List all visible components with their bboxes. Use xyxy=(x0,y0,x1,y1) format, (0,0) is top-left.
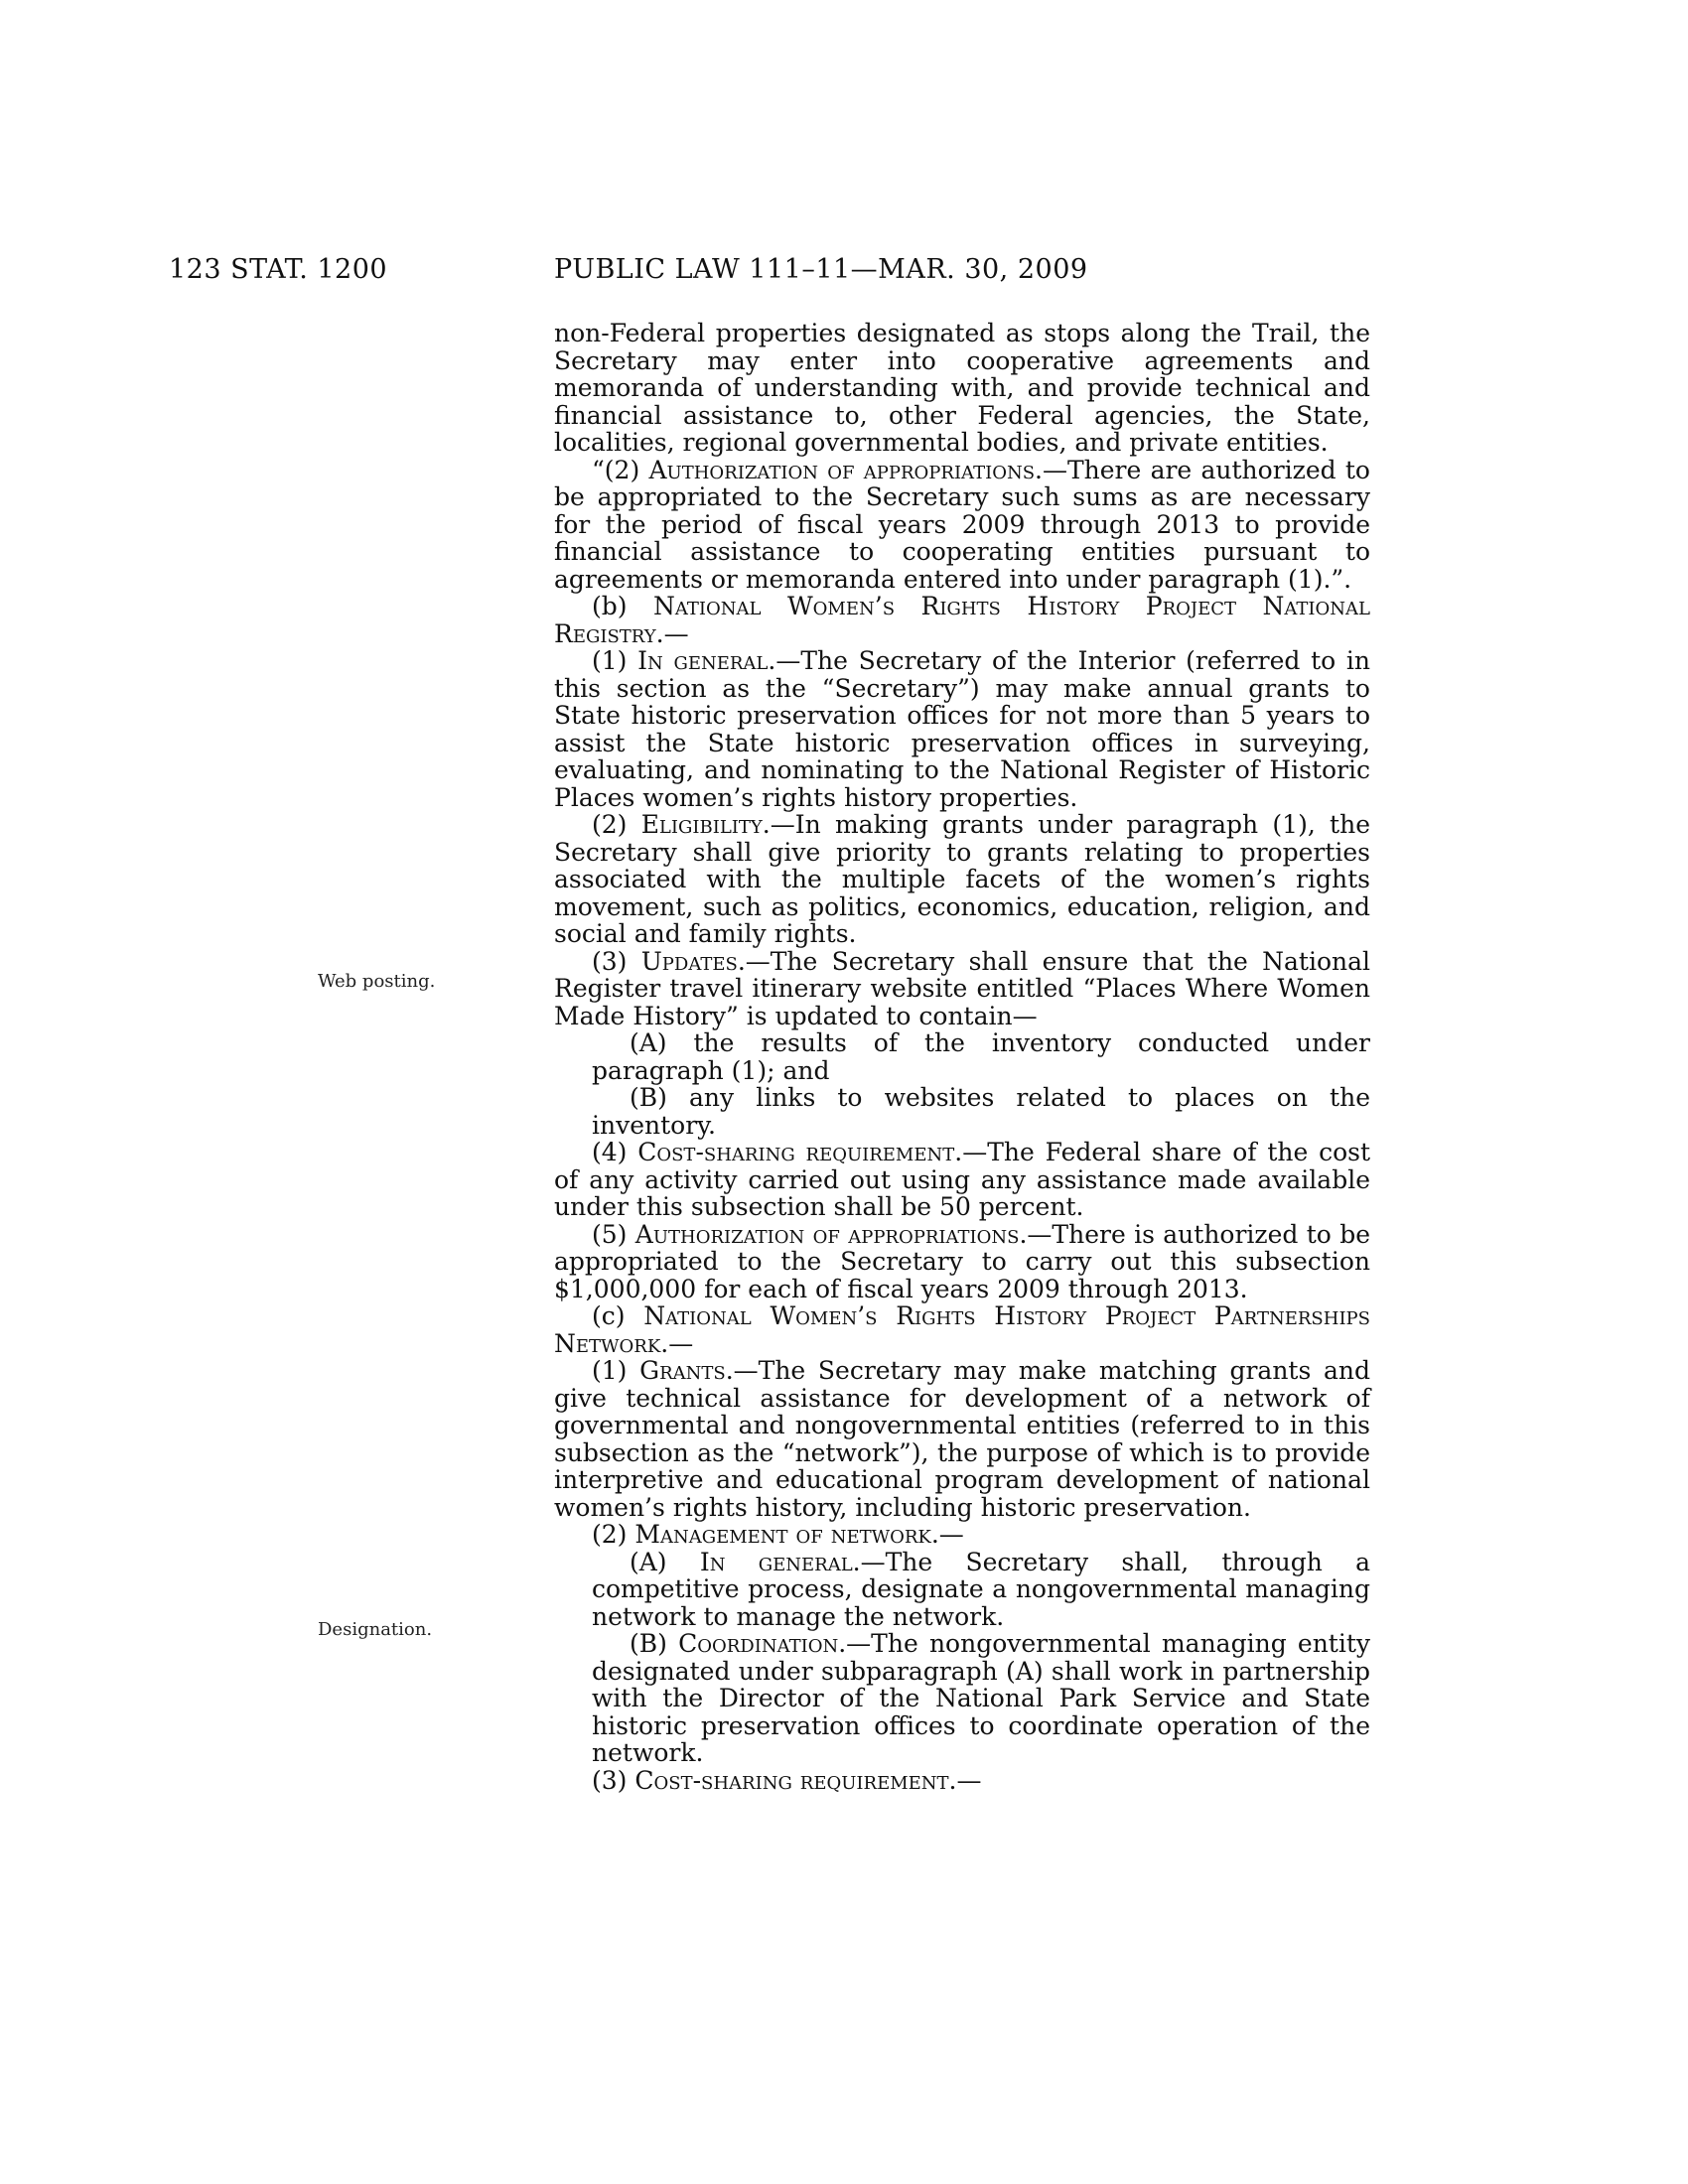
paragraph-b3: (3) Updates.—The Secretary shall ensure that the National Register travel itinerary website entitled “Places Where Women Made History” is updated to contain— xyxy=(554,946,1371,1030)
paragraph-b3a: (A) the results of the inventory conducted under paragraph (1); and xyxy=(592,1028,1370,1085)
paragraph-c3: (3) Cost-sharing requirement.— xyxy=(592,1765,982,1795)
paragraph-c2a: (A) In general.—The Secretary shall, through a competitive process, designate a nongovernmental managing network to manage the network. xyxy=(592,1547,1370,1631)
paragraph-c2b: (B) Coordination.—The nongovernmental managing entity designated under subparagraph (A) shall work in partnership with the Director of the National Park Service and State historic preservation offices to coordinate operation of the network. xyxy=(592,1629,1371,1767)
paragraph-b3b: (B) any links to websites related to places on the inventory. xyxy=(592,1083,1370,1140)
subsection-c-heading: (c) National Women’s Rights History Project Partnerships Network.— xyxy=(554,1301,1370,1358)
running-head: PUBLIC LAW 111–11—MAR. 30, 2009 xyxy=(554,254,1088,285)
paragraph-b5: (5) Authorization of appropriations.—There is authorized to be appropriated to the Secretary to carry out this subsection $1,000,000 for each of fiscal years 2009 through 2013. xyxy=(554,1219,1370,1303)
paragraph-c2: (2) Management of network.— xyxy=(592,1520,964,1549)
paragraph-authorization-2: “(2) Authorization of appropriations.—There are authorized to be appropriated to the Secretary such sums as are necessary for the period of fiscal years 2009 through 2013 to provide financial assistance to cooperating entities pursuant to agreements or memoranda entered into under paragraph (1).”. xyxy=(554,455,1370,594)
page-header xyxy=(0,254,1688,294)
paragraph-b2: (2) Eligibility.—In making grants under paragraph (1), the Secretary shall give priority to grants relating to properties associated with the multiple facets of the women’s rights movement, such as politics, economics, education, religion, and social and family rights. xyxy=(554,810,1371,948)
paragraph-b4: (4) Cost-sharing requirement.—The Federal share of the cost of any activity carried out using any assistance made available under this subsection shall be 50 percent. xyxy=(554,1138,1370,1221)
margin-note-designation: Designation. xyxy=(318,1619,433,1640)
paragraph-b1: (1) In general.—The Secretary of the Interior (referred to in this section as the “Secretary”) may make annual grants to State historic preservation offices for not more than 5 years to assist the State historic preservation offices in surveying, evaluating, and nominating to the National Register of Historic Places women’s rights history properties. xyxy=(554,646,1370,812)
statute-reference: 123 STAT. 1200 xyxy=(169,254,388,285)
document-body xyxy=(554,320,1370,1794)
margin-note-web-posting: Web posting. xyxy=(318,971,436,992)
paragraph-intro: non-Federal properties designated as stops along the Trail, the Secretary may enter into cooperative agreements and memoranda of understanding with, and provide technical and financial assistance to, other Federal agencies, the State, localities, regional governmental bodies, and private entities. xyxy=(554,319,1370,457)
paragraph-c1: (1) Grants.—The Secretary may make matching grants and give technical assistance for development of a network of governmental and nongovernmental entities (referred to in this subsection as the “network”), the purpose of which is to provide interpretive and educational program development of national women’s rights history, including historic preservation. xyxy=(554,1356,1370,1522)
subsection-b-heading: (b) National Women’s Rights History Project National Registry.— xyxy=(554,592,1370,648)
